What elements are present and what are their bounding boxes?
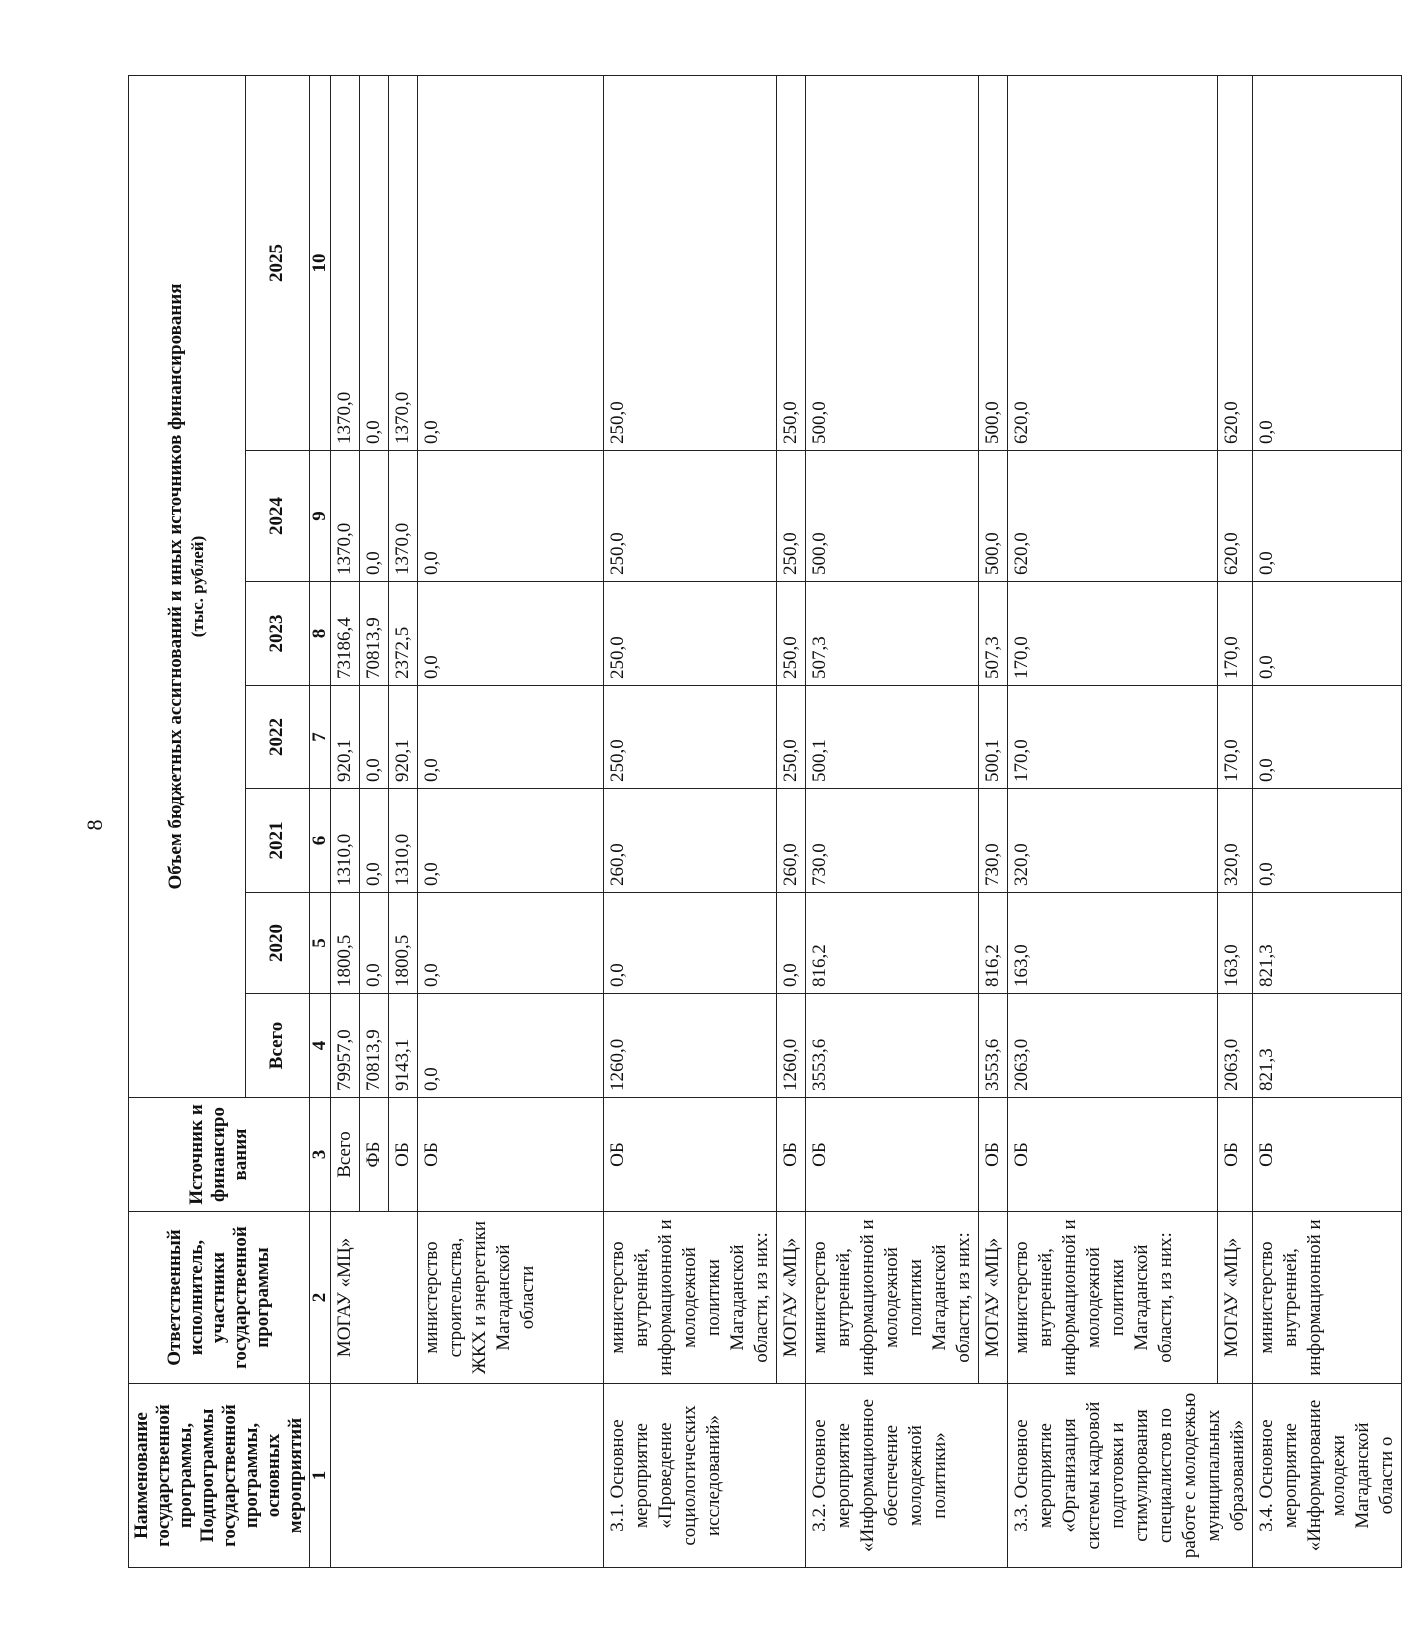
cell-2024: 620,0 (1217, 451, 1252, 582)
header-year: 2025 (245, 75, 309, 450)
cell-2022: 170,0 (1008, 686, 1218, 789)
cell-2025: 620,0 (1008, 75, 1218, 450)
cell-2024: 620,0 (1008, 451, 1218, 582)
cell-2020: 1800,5 (331, 893, 360, 994)
cell-2025: 500,0 (806, 75, 979, 450)
header-volume (129, 75, 246, 1097)
cell-2021: 730,0 (806, 789, 979, 893)
row-source: ОБ (389, 1098, 418, 1212)
table-row (331, 75, 360, 1567)
cell-2025: 500,0 (979, 75, 1008, 450)
cell-2020: 163,0 (1217, 893, 1252, 994)
column-number: 10 (310, 75, 331, 450)
cell-2023: 170,0 (1008, 582, 1218, 686)
cell-2023: 73186,4 (331, 582, 360, 686)
column-number: 1 (310, 1384, 331, 1568)
cell-2024: 250,0 (777, 451, 806, 582)
cell-2020: 163,0 (1008, 893, 1218, 994)
column-number: 9 (310, 451, 331, 582)
cell-total: 0,0 (418, 994, 604, 1098)
row-source: ОБ (604, 1098, 777, 1212)
table-row (979, 75, 1008, 1567)
header-row-1 (129, 75, 246, 1567)
cell-2021: 730,0 (979, 789, 1008, 893)
row-source: ОБ (1253, 1098, 1402, 1212)
row-name: 3.4. Основное мероприятие «Информирование молодежи Магаданской области о (1253, 1384, 1402, 1568)
header-total: Всего (245, 994, 309, 1098)
cell-total: 821,3 (1253, 994, 1402, 1098)
cell-2022: 0,0 (418, 686, 604, 789)
row-source: ОБ (1217, 1098, 1252, 1212)
table-row (1008, 75, 1218, 1567)
cell-2024: 250,0 (604, 451, 777, 582)
cell-2025: 1370,0 (389, 75, 418, 450)
cell-2021: 320,0 (1008, 789, 1218, 893)
cell-2023: 250,0 (604, 582, 777, 686)
cell-total: 70813,9 (360, 994, 389, 1098)
header-volume-unit: (тыс. рублей) (187, 535, 207, 638)
cell-total: 9143,1 (389, 994, 418, 1098)
header-responsible: Ответственный исполнитель, участники государственной программы (129, 1212, 310, 1384)
header-year: 2021 (245, 789, 309, 893)
cell-2025: 0,0 (418, 75, 604, 450)
cell-2022: 250,0 (604, 686, 777, 789)
cell-total: 1260,0 (777, 994, 806, 1098)
row-source: ОБ (418, 1098, 604, 1212)
header-year: 2023 (245, 582, 309, 686)
cell-2023: 170,0 (1217, 582, 1252, 686)
cell-2022: 500,1 (979, 686, 1008, 789)
row-source: ФБ (360, 1098, 389, 1212)
cell-2022: 500,1 (806, 686, 979, 789)
row-source: ОБ (1008, 1098, 1218, 1212)
header-source: Источник и финансиро вания (129, 1098, 310, 1212)
header-name: Наименование государственной программы, Подпрограммы государственной программы, основных мероприятий (129, 1384, 310, 1568)
cell-2022: 920,1 (389, 686, 418, 789)
cell-2024: 1370,0 (389, 451, 418, 582)
row-responsible: МОГАУ «МЦ» (331, 1212, 418, 1384)
cell-2025: 250,0 (777, 75, 806, 450)
cell-total: 79957,0 (331, 994, 360, 1098)
cell-total: 2063,0 (1217, 994, 1252, 1098)
cell-total: 1260,0 (604, 994, 777, 1098)
cell-2022: 0,0 (360, 686, 389, 789)
cell-2023: 2372,5 (389, 582, 418, 686)
cell-2024: 500,0 (979, 451, 1008, 582)
cell-2025: 1370,0 (331, 75, 360, 450)
cell-2020: 0,0 (360, 893, 389, 994)
column-number: 3 (310, 1098, 331, 1212)
row-source: ОБ (806, 1098, 979, 1212)
column-number: 4 (310, 994, 331, 1098)
cell-2025: 620,0 (1217, 75, 1252, 450)
cell-2023: 507,3 (806, 582, 979, 686)
cell-2020: 0,0 (604, 893, 777, 994)
cell-2024: 500,0 (806, 451, 979, 582)
cell-total: 2063,0 (1008, 994, 1218, 1098)
row-responsible: министерство внутренней, информационной и молодежной политики Магаданской области, из них: (604, 1212, 777, 1384)
cell-2020: 821,3 (1253, 893, 1402, 994)
cell-2024: 0,0 (360, 451, 389, 582)
cell-2024: 0,0 (1253, 451, 1402, 582)
cell-2024: 1370,0 (331, 451, 360, 582)
table-row (1253, 75, 1402, 1567)
row-responsible: министерство внутренней, информационной и молодежной политики Магаданской области, из них: (1008, 1212, 1218, 1384)
cell-2021: 0,0 (360, 789, 389, 893)
cell-2024: 0,0 (418, 451, 604, 582)
cell-2021: 1310,0 (389, 789, 418, 893)
table-row (777, 75, 806, 1567)
cell-2022: 250,0 (777, 686, 806, 789)
row-responsible: МОГАУ «МЦ» (979, 1212, 1008, 1384)
row-responsible: МОГАУ «МЦ» (1217, 1212, 1252, 1384)
cell-2023: 0,0 (418, 582, 604, 686)
cell-2022: 0,0 (1253, 686, 1402, 789)
table-row (604, 75, 777, 1567)
page-number: 8 (82, 819, 107, 831)
row-source: Всего (331, 1098, 360, 1212)
row-name (331, 1384, 604, 1568)
cell-2021: 320,0 (1217, 789, 1252, 893)
cell-2021: 0,0 (1253, 789, 1402, 893)
column-number: 2 (310, 1212, 331, 1384)
row-responsible: министерство строительства, ЖКХ и энергетики Магаданской области (418, 1212, 604, 1384)
cell-2025: 0,0 (1253, 75, 1402, 450)
row-name: 3.3. Основное мероприятие «Организация системы кадровой подготовки и стимулирования специалистов по работе с молодежью муниципальных образований» (1008, 1384, 1253, 1568)
cell-total: 3553,6 (979, 994, 1008, 1098)
cell-2022: 170,0 (1217, 686, 1252, 789)
header-volume-title: Объем бюджетных ассигнований и иных источников финансирования (164, 283, 186, 890)
table-row (1217, 75, 1252, 1567)
table-row (806, 75, 979, 1567)
column-number-row (310, 75, 331, 1567)
column-number: 6 (310, 789, 331, 893)
cell-2020: 0,0 (418, 893, 604, 994)
row-source: ОБ (979, 1098, 1008, 1212)
column-number: 8 (310, 582, 331, 686)
cell-2021: 260,0 (777, 789, 806, 893)
column-number: 5 (310, 893, 331, 994)
cell-total: 3553,6 (806, 994, 979, 1098)
cell-2022: 920,1 (331, 686, 360, 789)
cell-2025: 250,0 (604, 75, 777, 450)
cell-2020: 1800,5 (389, 893, 418, 994)
cell-2020: 816,2 (806, 893, 979, 994)
header-year: 2022 (245, 686, 309, 789)
cell-2021: 260,0 (604, 789, 777, 893)
row-responsible: МОГАУ «МЦ» (777, 1212, 806, 1384)
header-year: 2024 (245, 451, 309, 582)
cell-2023: 250,0 (777, 582, 806, 686)
cell-2023: 70813,9 (360, 582, 389, 686)
financing-table (128, 75, 1402, 1568)
row-responsible: министерство внутренней, информационной и (1253, 1212, 1402, 1384)
header-year: 2020 (245, 893, 309, 994)
row-responsible: министерство внутренней, информационной и молодежной политики Магаданской области, из них: (806, 1212, 979, 1384)
rotated-page (128, 76, 1397, 1568)
row-name: 3.1. Основное мероприятие «Проведение социологических исследований» (604, 1384, 806, 1568)
column-number: 7 (310, 686, 331, 789)
cell-2021: 1310,0 (331, 789, 360, 893)
cell-2020: 0,0 (777, 893, 806, 994)
table-row (418, 75, 604, 1567)
row-name: 3.2. Основное мероприятие «Информационное обеспечение молодежной политики» (806, 1384, 1008, 1568)
cell-2020: 816,2 (979, 893, 1008, 994)
cell-2025: 0,0 (360, 75, 389, 450)
cell-2023: 0,0 (1253, 582, 1402, 686)
cell-2023: 507,3 (979, 582, 1008, 686)
row-source: ОБ (777, 1098, 806, 1212)
cell-2021: 0,0 (418, 789, 604, 893)
